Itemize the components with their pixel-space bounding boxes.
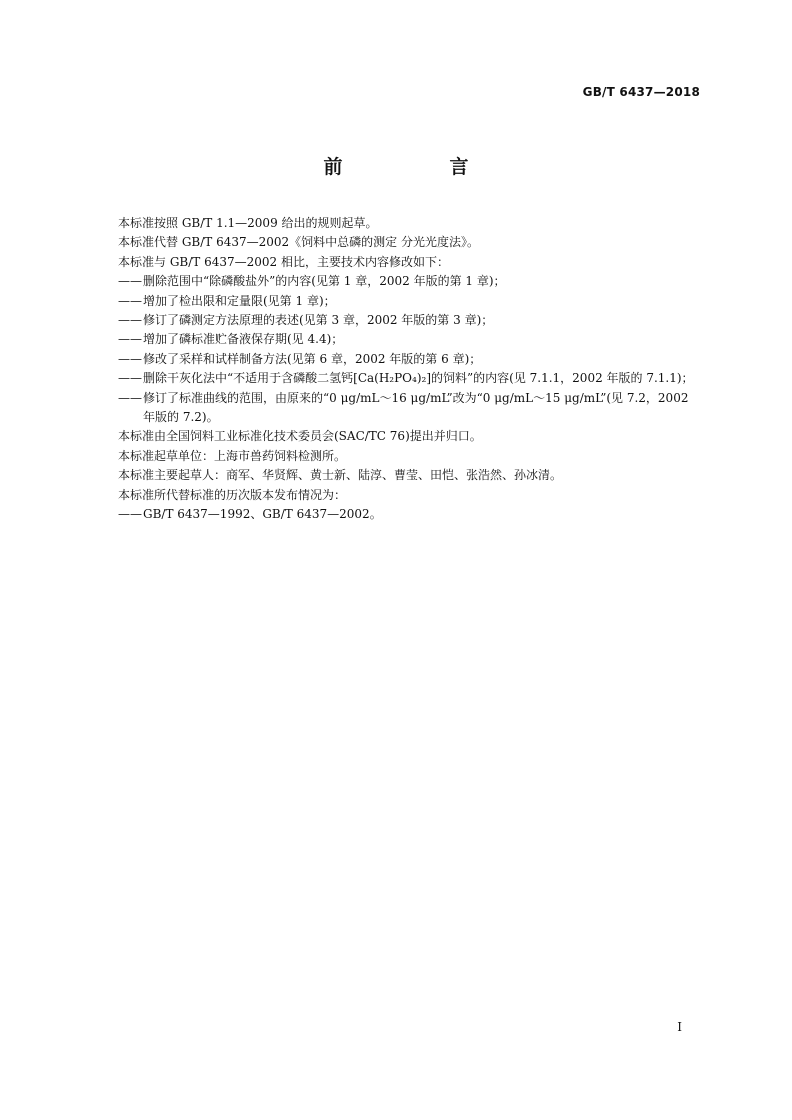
paragraph-drafters: 本标准主要起草人：商军、华贤辉、黄士新、陆淳、曹莹、田恺、张浩然、孙冰清。 bbox=[118, 468, 563, 483]
change-item-text: 修改了采样和试样制备方法(见第 6 章，2002 年版的第 6 章)； bbox=[143, 351, 482, 366]
dash-marker: —— bbox=[118, 371, 142, 386]
dash-marker: —— bbox=[118, 274, 142, 289]
change-item bbox=[118, 330, 704, 349]
change-item-text: 增加了检出限和定量限(见第 1 章)； bbox=[143, 293, 336, 308]
change-item bbox=[118, 369, 704, 388]
change-item-text: 增加了磷标准贮备液保存期(见 4.4)； bbox=[143, 332, 344, 347]
paragraph-history-intro: 本标准所代替标准的历次版本发布情况为： bbox=[118, 487, 347, 502]
history-item bbox=[118, 505, 704, 524]
dash-marker: —— bbox=[118, 351, 142, 366]
change-item-text: 删除干灰化法中“不适用于含磷酸二氢钙[Ca(H₂PO₄)₂]的饲料”的内容(见 7.1.1，2002 年版的 7.1.1)； bbox=[143, 371, 694, 386]
change-item-text: 修订了标准曲线的范围，由原来的“0 μg/mL～16 μg/mL”改为“0 μg/mL～15 μg/mL”(见 7.2，2002 年版的 7.2)。 bbox=[143, 390, 689, 425]
dash-marker: —— bbox=[118, 507, 142, 522]
history-item-text: GB/T 6437—1992、GB/T 6437—2002。 bbox=[143, 507, 382, 522]
change-item bbox=[118, 350, 704, 369]
change-item bbox=[118, 272, 704, 291]
change-item bbox=[118, 292, 704, 311]
paragraph-replaces: 本标准代替 GB/T 6437—2002《饲料中总磷的测定 分光光度法》。 bbox=[118, 235, 479, 250]
change-item bbox=[118, 311, 704, 330]
dash-marker: —— bbox=[118, 390, 142, 405]
paragraph-committee: 本标准由全国饲料工业标准化技术委员会(SAC/TC 76)提出并归口。 bbox=[118, 429, 482, 444]
change-item-text: 修订了磷测定方法原理的表述(见第 3 章，2002 年版的第 3 章)； bbox=[143, 313, 494, 328]
dash-marker: —— bbox=[118, 332, 142, 347]
foreword-body bbox=[118, 214, 704, 525]
dash-marker: —— bbox=[118, 293, 142, 308]
paragraph-changes-intro: 本标准与 GB/T 6437—2002 相比，主要技术内容修改如下： bbox=[118, 254, 449, 269]
page-title: 前 言 bbox=[323, 156, 513, 178]
dash-marker: —— bbox=[118, 313, 142, 328]
standard-code: GB/T 6437—2018 bbox=[582, 85, 700, 99]
paragraph-drafting-unit: 本标准起草单位：上海市兽药饲料检测所。 bbox=[118, 448, 347, 463]
change-item bbox=[118, 389, 704, 428]
change-item-text: 删除范围中“除磷酸盐外”的内容(见第 1 章，2002 年版的第 1 章)； bbox=[143, 274, 506, 289]
page-number: I bbox=[677, 1020, 682, 1034]
paragraph-drafting-rules: 本标准按照 GB/T 1.1—2009 给出的规则起草。 bbox=[118, 216, 378, 230]
